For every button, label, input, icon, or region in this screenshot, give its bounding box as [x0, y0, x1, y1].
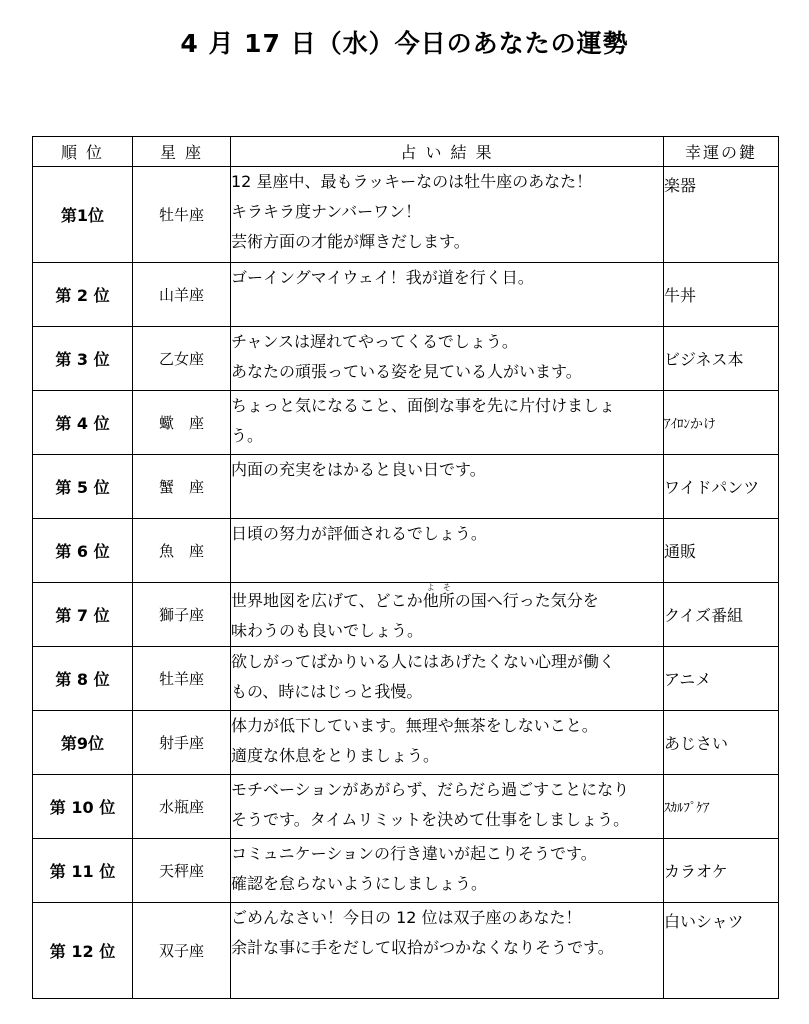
fortune-table	[32, 136, 779, 999]
lucky-key-cell: 楽器	[664, 167, 779, 263]
rank-cell: 第 6 位	[33, 519, 133, 583]
lucky-key-cell: 白いシャツ	[664, 903, 779, 999]
page-title: 4 月 17 日（水）今日のあなたの運勢	[180, 29, 629, 58]
rank-cell: 第 4 位	[33, 391, 133, 455]
lucky-key-cell: ビジネス本	[664, 327, 779, 391]
rank-cell: 第 5 位	[33, 455, 133, 519]
sign-cell: 牡牛座	[133, 167, 231, 263]
result-text: 世界地図を広げて、どこか	[231, 591, 423, 610]
result-line: チャンスは遅れてやってくるでしょう。	[231, 332, 518, 351]
sign-cell: 乙女座	[133, 327, 231, 391]
table-row	[33, 903, 779, 999]
table-row	[33, 583, 779, 647]
result-text: の国へ行った気分を	[454, 591, 599, 610]
rank-cell: 第9位	[33, 711, 133, 775]
result-line: 味わうのも良いでしょう。	[231, 621, 424, 640]
result-line: 確認を怠らないようにしましょう。	[231, 874, 488, 893]
result-cell	[231, 455, 664, 519]
result-cell	[231, 839, 664, 903]
result-line: 体力が低下しています。無理や無茶をしないこと。	[231, 716, 598, 735]
rank-cell: 第 11 位	[33, 839, 133, 903]
sign-cell: 牡羊座	[133, 647, 231, 711]
result-cell	[231, 775, 664, 839]
result-line: そうです。タイムリミットを決めて仕事をしましょう。	[231, 810, 630, 829]
result-line: 日頃の努力が評価されるでしょう。	[231, 524, 487, 543]
lucky-key-cell: 通販	[664, 519, 779, 583]
ruby-word	[422, 583, 455, 610]
result-line: 欲しがってばかりいる人にはあげたくない心理が働く	[231, 652, 616, 671]
header-result: 占 い 結 果	[231, 137, 664, 167]
table-row	[33, 775, 779, 839]
rank-cell: 第 3 位	[33, 327, 133, 391]
table-row	[33, 327, 779, 391]
sign-cell: 蟹 座	[133, 455, 231, 519]
table-row	[33, 711, 779, 775]
header-key: 幸運の鍵	[664, 137, 779, 167]
lucky-key-cell: ワイドパンツ	[664, 455, 779, 519]
sign-cell: 山羊座	[133, 263, 231, 327]
result-cell	[231, 519, 664, 583]
header-row	[33, 137, 779, 167]
table-row	[33, 391, 779, 455]
result-line: 余計な事に手をだして収拾がつかなくなりそうです。	[231, 938, 614, 957]
result-cell	[231, 711, 664, 775]
lucky-key-cell: あじさい	[664, 711, 779, 775]
lucky-key-cell: カラオケ	[664, 839, 779, 903]
table-row	[33, 839, 779, 903]
result-cell	[231, 583, 664, 647]
result-cell	[231, 263, 664, 327]
result-line: あなたの頑張っている姿を見ている人がいます。	[231, 362, 582, 381]
table-row	[33, 167, 779, 263]
table-row	[33, 519, 779, 583]
ruby-reading: よそ	[422, 583, 455, 592]
sign-cell: 獅子座	[133, 583, 231, 647]
result-cell	[231, 391, 664, 455]
lucky-key-cell: アニメ	[664, 647, 779, 711]
result-cell	[231, 903, 664, 999]
sign-cell: 蠍 座	[133, 391, 231, 455]
header-sign: 星 座	[133, 137, 231, 167]
sign-cell: 天秤座	[133, 839, 231, 903]
sign-cell: 水瓶座	[133, 775, 231, 839]
lucky-key-cell: ｽｶﾙﾌﾟｹｱ	[664, 775, 779, 839]
result-line: コミュニケーションの行き違いが起こりそうです。	[231, 844, 597, 863]
result-line: 内面の充実をはかると良い日です。	[231, 460, 486, 479]
sign-cell: 双子座	[133, 903, 231, 999]
rank-cell: 第 7 位	[33, 583, 133, 647]
rank-cell: 第1位	[33, 167, 133, 263]
result-line	[231, 583, 663, 616]
result-cell	[231, 167, 664, 263]
ruby-base: 他所	[422, 591, 455, 610]
table-row	[33, 647, 779, 711]
lucky-key-cell: 牛丼	[664, 263, 779, 327]
sign-cell: 魚 座	[133, 519, 231, 583]
result-line: ごめんなさい！今日の 12 位は双子座のあなた！	[231, 908, 582, 927]
result-cell	[231, 327, 664, 391]
result-line: 12 星座中、最もラッキーなのは牡牛座のあなた！	[231, 172, 593, 191]
result-cell	[231, 647, 664, 711]
rank-cell: 第 10 位	[33, 775, 133, 839]
rank-cell: 第 8 位	[33, 647, 133, 711]
result-line: もの、時にはじっと我慢。	[231, 682, 423, 701]
result-line: 適度な休息をとりましょう。	[231, 746, 440, 765]
rank-cell: 第 12 位	[33, 903, 133, 999]
result-line: キラキラ度ナンバーワン！	[231, 202, 422, 221]
result-line: ちょっと気になること、面倒な事を先に片付けましょ	[231, 396, 616, 415]
lucky-key-cell: ｱｲﾛﾝかけ	[664, 391, 779, 455]
result-line: う。	[231, 426, 264, 445]
result-line: 芸術方面の才能が輝きだします。	[231, 232, 470, 251]
rank-cell: 第 2 位	[33, 263, 133, 327]
result-line: モチベーションがあがらず、だらだら過ごすことになり	[231, 780, 630, 799]
sign-cell: 射手座	[133, 711, 231, 775]
table-row	[33, 263, 779, 327]
result-line: ゴーイングマイウェイ！我が道を行く日。	[231, 268, 534, 287]
lucky-key-cell: クイズ番組	[664, 583, 779, 647]
table-row	[33, 455, 779, 519]
header-rank: 順 位	[33, 137, 133, 167]
